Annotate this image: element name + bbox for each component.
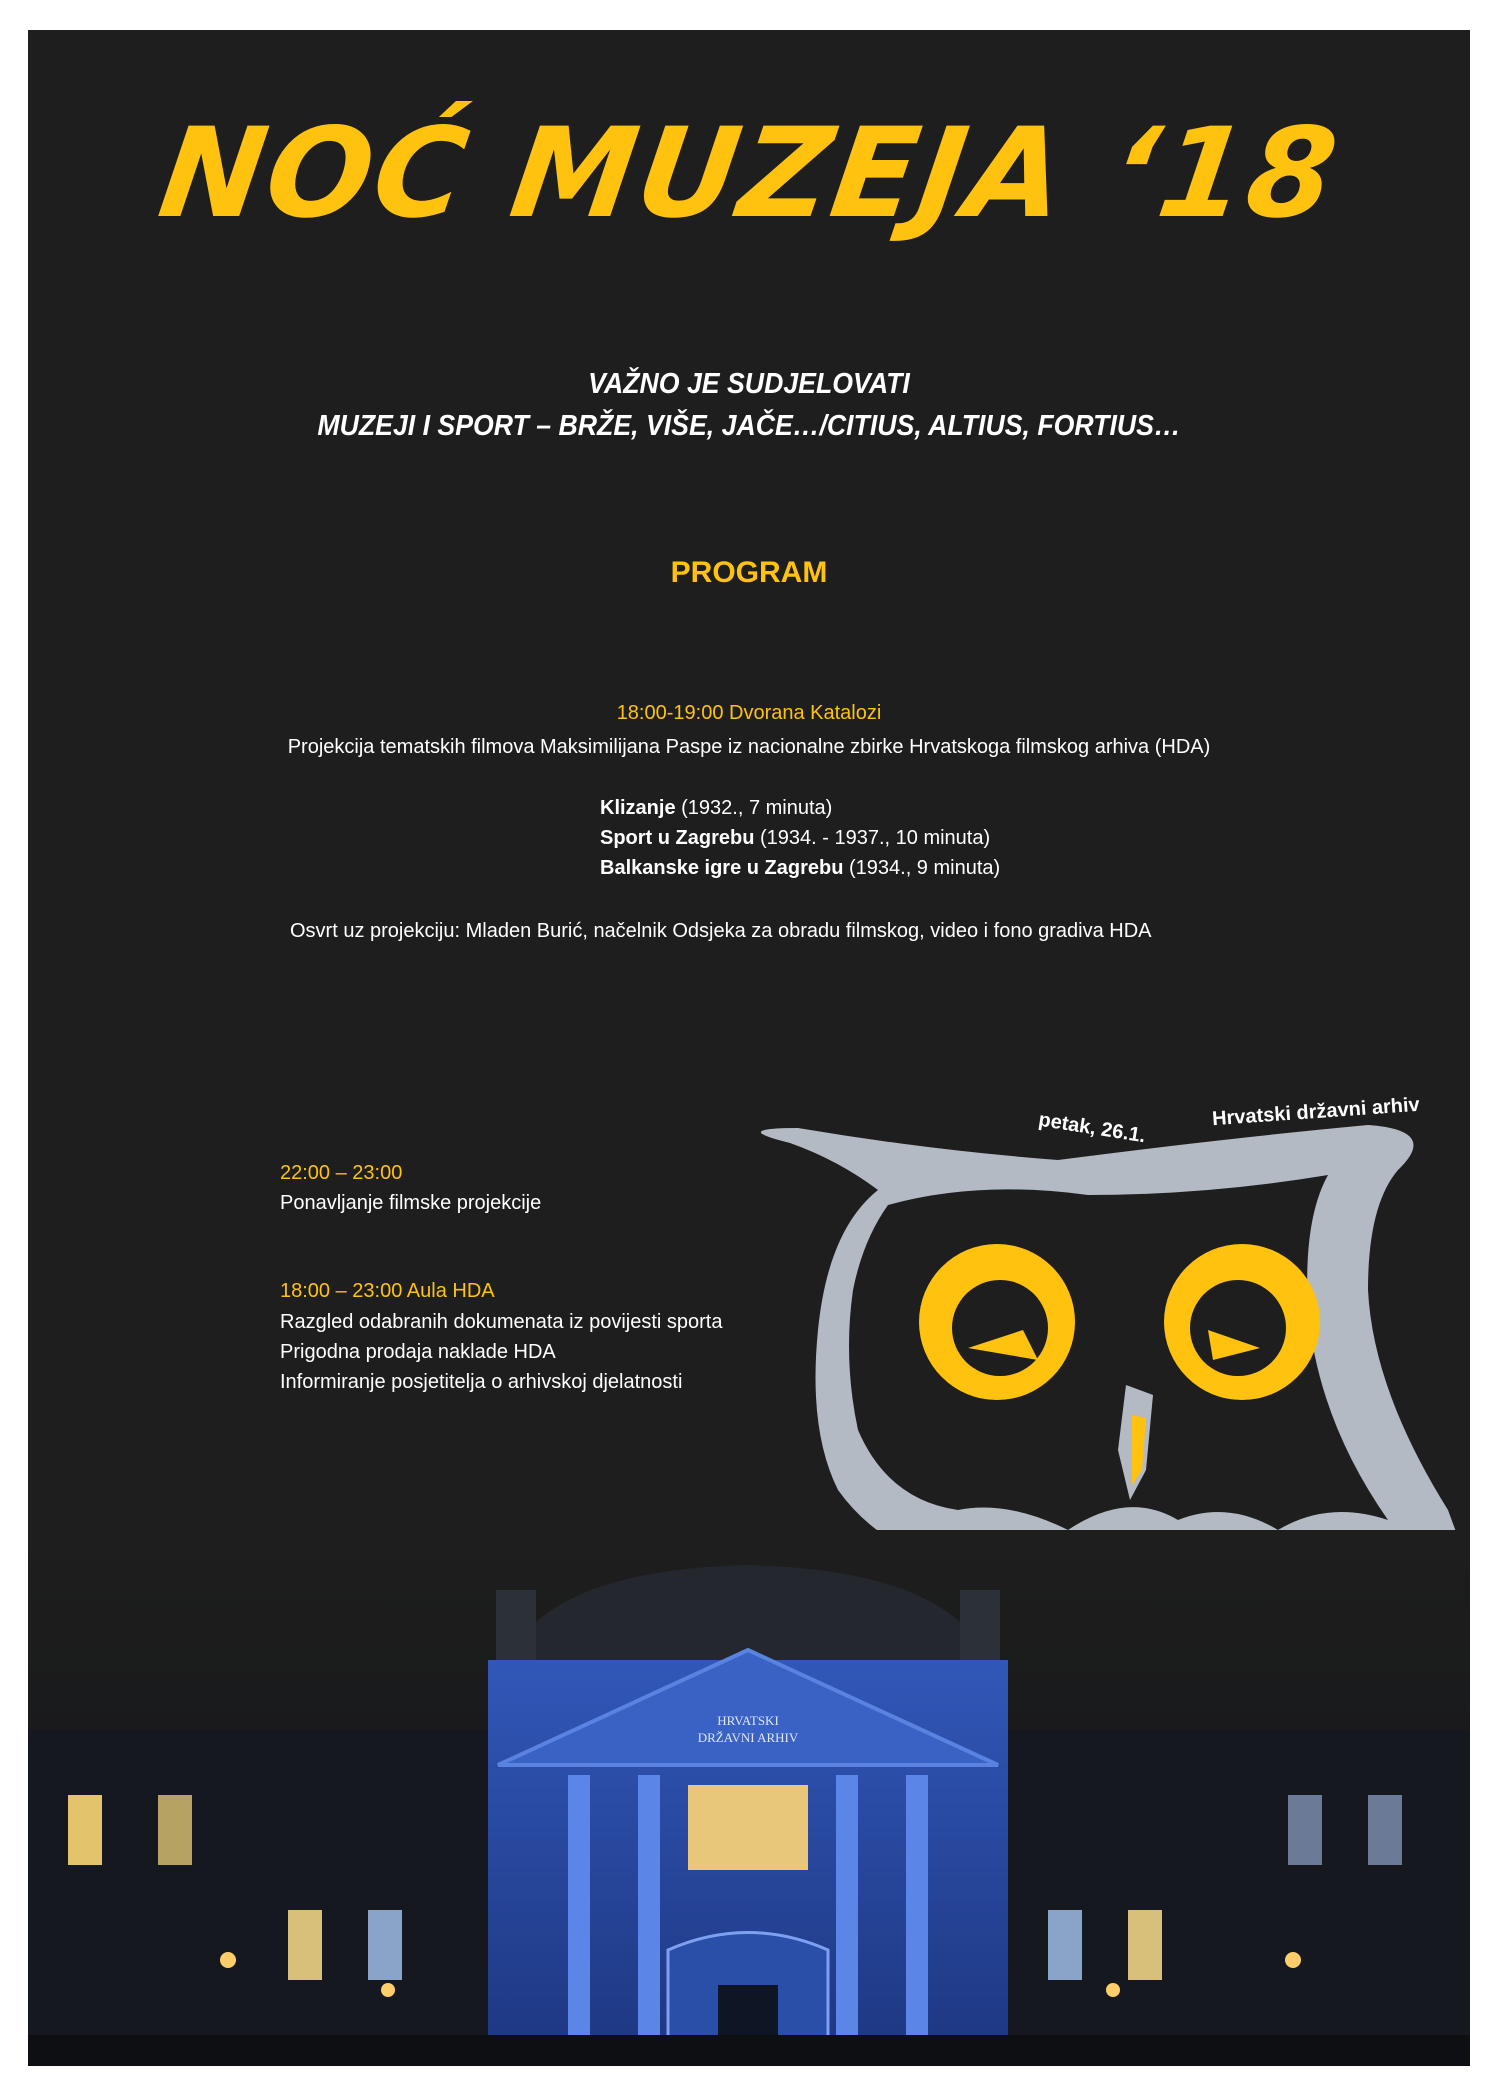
lit-window	[1128, 1910, 1162, 1980]
archive-building-photo	[28, 1530, 1470, 2066]
block2-description: Ponavljanje filmske projekcije	[280, 1192, 542, 1214]
block3-item: Prigodna prodaja naklade HDA	[280, 1341, 556, 1363]
lit-window-central	[688, 1785, 808, 1870]
street-lamp	[1285, 1952, 1301, 1968]
subtitle-line2: MUZEJI I SPORT – BRŽE, VIŠE, JAČE…/CITIUS, ALTIUS, FORTIUS…	[317, 410, 1181, 442]
column	[906, 1775, 928, 2066]
block3-item: Informiranje posjetitelja o arhivskoj djelatnosti	[280, 1371, 683, 1393]
event-title: NOĆ MUZEJA ‘18	[151, 102, 1347, 246]
film-detail: (1934., 9 minuta)	[843, 857, 1001, 879]
column	[568, 1775, 590, 2066]
street-lamp	[1106, 1983, 1120, 1997]
owl-date-label: petak, 26.1.	[1037, 1108, 1147, 1148]
building-sign-line2: DRŽAVNI ARHIV	[697, 1730, 799, 1745]
building-sign-line1: HRVATSKI	[717, 1713, 779, 1728]
film-detail: (1932., 7 minuta)	[675, 797, 833, 819]
block2-time: 22:00 – 23:00	[280, 1162, 403, 1184]
lit-window	[1048, 1910, 1082, 1980]
film-name: Klizanje	[600, 797, 676, 819]
block1-description: Projekcija tematskih filmova Maksimilijana Paspe iz nacionalne zbirke Hrvatskoga filmskog arhiva (HDA)	[287, 736, 1211, 758]
lit-window	[158, 1795, 192, 1865]
program-heading: PROGRAM	[670, 556, 828, 589]
statue-left	[496, 1590, 536, 1660]
statue-right	[960, 1590, 1000, 1660]
column	[836, 1775, 858, 2066]
owl-institution-label: Hrvatski državni arhiv	[1211, 1093, 1421, 1131]
street-lamp	[220, 1952, 236, 1968]
owl-left-pupil	[952, 1280, 1048, 1376]
lit-window	[68, 1795, 102, 1865]
owl-illustration	[28, 30, 1470, 1772]
column	[638, 1775, 660, 2066]
street-lamp	[381, 1983, 395, 1997]
lit-window	[368, 1910, 402, 1980]
film-detail: (1934. - 1937., 10 minuta)	[754, 827, 991, 849]
block3-time-place: 18:00 – 23:00 Aula HDA	[280, 1280, 495, 1302]
window	[1288, 1795, 1322, 1865]
poster	[28, 30, 1470, 2066]
block1-review: Osvrt uz projekciju: Mladen Burić, načelnik Odsjeka za obradu filmskog, video i fono gradiva HDA	[290, 920, 1152, 942]
film-name: Balkanske igre u Zagrebu	[600, 857, 844, 879]
ground	[28, 2035, 1470, 2066]
window	[1368, 1795, 1402, 1865]
block1-time-place: 18:00-19:00 Dvorana Katalozi	[616, 702, 882, 724]
subtitle-line1: VAŽNO JE SUDJELOVATI	[588, 368, 910, 400]
lit-window	[288, 1910, 322, 1980]
film-name: Sport u Zagrebu	[600, 827, 755, 849]
block3-item: Razgled odabranih dokumenata iz povijesti sporta	[280, 1311, 723, 1333]
owl-right-pupil	[1190, 1280, 1286, 1376]
